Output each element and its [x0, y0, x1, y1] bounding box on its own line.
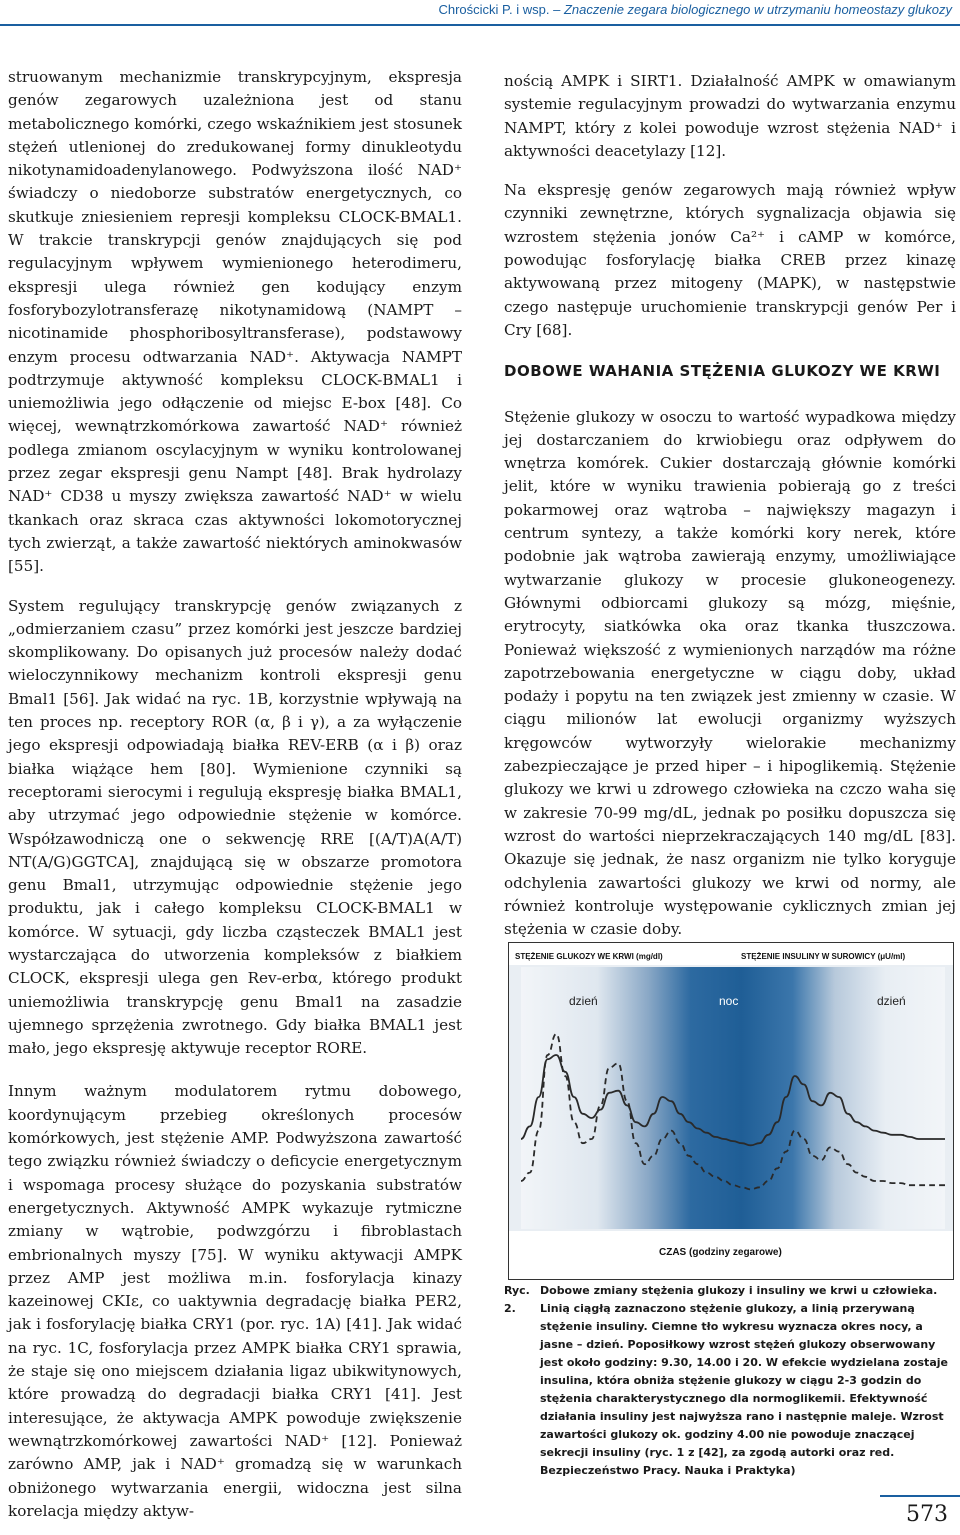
header-rule	[0, 24, 960, 26]
day-label-right: dzień	[877, 994, 906, 1008]
paragraph: nością AMPK i SIRT1. Działalność AMPK w omawianym systemie regulacyjnym prowadzi do wytwarzania enzymu NAMPT, który z kolei powoduje wzrost stężenia NAD⁺ i aktywności deacetylazy [12].	[504, 72, 956, 160]
section-heading: DOBOWE WAHANIA STĘŻENIA GLUKOZY WE KRWI	[504, 362, 941, 381]
left-column	[8, 66, 462, 1535]
caption-text: Dobowe zmiany stężenia glukozy i insuliny we krwi u człowieka. Linią ciągłą zaznaczono stężenie glukozy, a linią przerywaną stężenie insuliny. Ciemne tło wykresu wyznacza okres nocy, a jasne – dzień. Poposiłkowy wzrost stężeń glukozy obserwowany jest około godziny: 9.30, 14.00 i 20. W efekcie wydzielana zostaje insulina, która obniża stężenie glukozy w ciągu 2-3 godzin do stężenia charakterystycznego dla normoglikemii. Efektywność działania insuliny jest najwyższa rano i następnie maleje. Wzrost zawartości glukozy ok. godziny 4.00 nie powoduje znaczącej sekrecji insuliny (ryc. 1 z [42], za zgodą autorki oraz red. Bezpieczeństwo Pracy. Nauka i Praktyka)	[540, 1284, 948, 1477]
day-label-left: dzień	[569, 994, 598, 1008]
night-label: noc	[719, 994, 739, 1008]
figure-caption	[504, 1282, 956, 1480]
paragraph: Innym ważnym modulatorem rytmu dobowego, koordynującym przebieg określonych procesów komórkowych, jest stężenie AMP. Podwyższona zawartość tego związku również świadczy o deficycie energetycznym i wspomaga procesy służące do pozyskania substratów energetycznych. Aktywność AMPK wykazuje rytmiczne zmiany w wątrobie, podwzgórzu i fibroblastach embrionalnych myszy [75]. W wyniku aktywacji AMPK przez AMP jest możliwa m.in. fosforylacja kinazy kazeinowej CKIε, co uaktywnia degradację białka PER2, jak i fosforylację białka CRY1 (por. ryc. 1A) [41]. Jak widać na ryc. 1C, fosforylacja przez AMPK białka CRY1 sprawia, że staje się ono miejscem działania ligaz ubikwitynowych, które prowadzą do degradacji białka CRY1 [41]. Jest interesujące, że aktywacja AMPK powoduje zwiększenie wewnątrzkomórkowej zawartości NAD⁺ [12]. Ponieważ zarówno AMP, jak i NAD⁺ gromadzą się w warunkach obniżonego wytwarzania energii, widoczna jest silna korelacja między aktyw-	[8, 1082, 462, 1520]
paragraph: Na ekspresję genów zegarowych mają również wpływ czynniki zewnętrzne, których sygnalizacja objawia się wzrostem stężenia jonów Ca²⁺ i cAMP w komórce, powodując fosforylację białka CREB przez kinazę aktywowaną przez mitogeny (MAPK), w następstwie czego następuje uruchomienie transkrypcji genów Per i Cry [68].	[504, 181, 956, 339]
header-authors: Chrościcki P. i wsp.	[438, 2, 550, 17]
left-axis-label: STĘŻENIE GLUKOZY WE KRWI (mg/dl)	[515, 952, 663, 961]
running-header	[438, 2, 952, 17]
figure-chart	[508, 942, 954, 1280]
header-title: Znaczenie zegara biologicznego w utrzymaniu homeostazy glukozy	[563, 2, 952, 17]
footer-rule	[880, 1495, 960, 1497]
chart-svg	[509, 943, 953, 1279]
right-column	[504, 70, 956, 953]
paragraph: System regulujący transkrypcję genów związanych z „odmierzaniem czasu” przez komórki jest jeszcze bardziej skomplikowany. Do opisanych już procesów należy dodać wieloczynnikowy mechanizm kontroli ekspresji genu Bmal1 [56]. Jak widać na ryc. 1B, korzystnie wpływają na ten proces np. receptory ROR (α, β i γ), a za wyłączenie jego ekspresji odpowiadają białka REV-ERB (α i β) oraz białka wiążące hem [80]. Wymienione czynniki są receptorami sierocymi i regulują ekspresję białka BMAL1, aby utrzymać jego odpowiednie stężenie w komórce. Współzawodniczą one o sekwencję RRE [(A/T)A(A/T) NT(A/G)GGTCA], znajdującą się w obszarze promotora genu Bmal1, utrzymując odpowiednie stężenie jego produktu, jak i całego kompleksu CLOCK-BMAL1 w komórce. W sytuacji, gdy liczba cząsteczek BMAL1 jest wystarczająca do utworzenia kompleksów z białkiem CLOCK, ekspresji ulega gen Rev-erbα, którego produkt uniemożliwia transkrypcję genu Bmal1 na zasadzie ujemnego sprzężenia zwrotnego. Gdy białka BMAL1 jest mało, jego ekspresję aktywuje receptor RORE.	[8, 596, 462, 1058]
page-number: 573	[906, 1502, 948, 1527]
x-axis-label: CZAS (godziny zegarowe)	[659, 1247, 782, 1258]
paragraph: struowanym mechanizmie transkrypcyjnym, ekspresja genów zegarowych uzależniona jest od stanu metabolicznego komórki, czego wskaźnikiem jest stosunek stężeń utlenionej do zredukowanej formy dinukleotydu nikotynamidoadenylanowego. Podwyższona ilość NAD⁺ świadczy o niedoborze substratów energetycznych, co skutkuje zniesieniem represji kompleksu CLOCK-BMAL1. W trakcie transkrypcji genów znajdujących się pod regulacyjnym wpływem wymienionego heterodimeru, ekspresji ulega również gen kodujący enzym fosforybozylotransferazę nikotynamidową (NAMPT – nicotinamide phosphoribosyltransferase), podstawowy enzym procesu odtwarzania NAD⁺. Aktywacja NAMPT podtrzymuje aktywność kompleksu CLOCK-BMAL1 i uniemożliwia jego odłączenie od miejsc E-box [48]. Co więcej, wewnątrzkomórkowa zawartość NAD⁺ również podlega zmianom oscylacyjnym w wyniku kontrolowanej przez zegar ekspresji genu Nampt [48]. Brak hydrolazy NAD⁺ CD38 u myszy zwiększa zawartość NAD⁺ w wielu tkankach oraz skraca czas aktywności lokomotorycznej tych zwierząt, a także zawartość niektórych aminokwasów [55].	[8, 68, 462, 576]
right-axis-label: STĘŻENIE INSULINY W SUROWICY (μU/ml)	[741, 952, 906, 961]
header-separator: –	[549, 2, 564, 17]
caption-label: Ryc. 2.	[504, 1284, 530, 1315]
paragraph: Stężenie glukozy w osoczu to wartość wypadkowa między jej dostarczaniem do krwiobiegu oraz odpływem do wnętrza komórek. Cukier dostarczają głównie komórki jelit, które w wyniku trawienia pobierają go z treści pokarmowej oraz wątroba – największy magazyn i centrum syntezy, a także komórki kory nerek, które podobnie jak wątroba zawierają enzymy, umożliwiające wytwarzanie glukozy w procesie glukoneogenezy. Głównymi odbiorcami glukozy są mózg, mięśnie, erytrocyty, siatkówka oka oraz tkanka tłuszczowa. Ponieważ większość z wymienionych narządów ma różne zapotrzebowania energetyczne w ciągu doby, układ podaży i popytu na ten związek jest zmienny w czasie. W ciągu milionów lat ewolucji organizmy wyższych kręgowców wytworzyły wielorakie mechanizmy zabezpieczające je przed hiper – i hipoglikemią. Stężenie glukozy we krwi u zdrowego człowieka na czczo waha się w zakresie 70-99 mg/dL, jednak po posiłku dopuszcza się wzrost do wartości nieprzekraczających 140 mg/dL [83]. Okazuje się jednak, że nasz organizm nie tylko koryguje odchylenia zawartości glukozy we krwi od normy, ale również kontroluje występowanie cyklicznych zmian jej stężenia w czasie doby.	[504, 407, 956, 939]
